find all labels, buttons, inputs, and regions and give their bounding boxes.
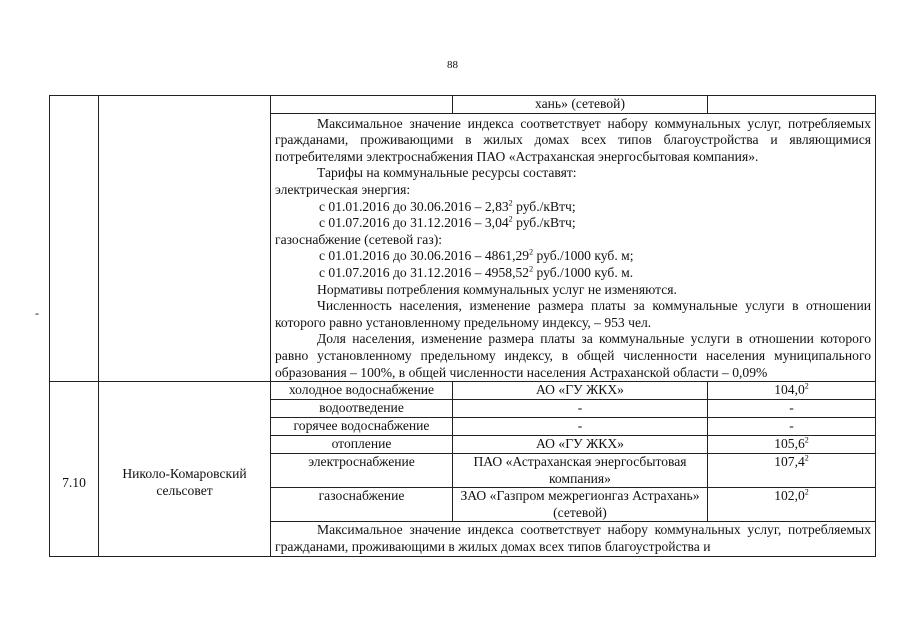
value-cell: 107,4$^2$: [708, 454, 876, 488]
cell-num-empty: [50, 96, 99, 382]
provider-cell: ЗАО «Газпром межрегионгаз Астрахань» (сетевой): [453, 488, 708, 522]
gas-heading: газоснабжение (сетевой газ):: [275, 231, 442, 247]
service-cell: горячее водоснабжение: [271, 418, 453, 436]
description-cell: [271, 113, 876, 382]
electricity-tariff-2: с 01.07.2016 до 31.12.2016 – 3,04$^2$ руб./кВтч;: [319, 214, 576, 231]
max-index-paragraph: Максимальное значение индекса соответствует набору коммунальных услуг, потребляемых гражданами, проживающими в жилых домах всех типов благоустройства и являющимися потребителями электроснабжения ПАО «Астраханская энергосбытовая компания».: [275, 115, 871, 164]
service-cell: электроснабжение: [271, 454, 453, 488]
value-cell: 104,0$^2$: [708, 382, 876, 400]
table-row: [50, 382, 876, 400]
index-table: [49, 95, 876, 557]
gas-tariff-1: с 01.01.2016 до 30.06.2016 – 4861,29$^2$ руб./1000 куб. м;: [319, 247, 634, 264]
service-cell: отопление: [271, 436, 453, 454]
provider-cell: хань» (сетевой): [453, 96, 708, 114]
cell-name-empty: [99, 96, 271, 382]
service-cell: газоснабжение: [271, 488, 453, 522]
electricity-tariff-1: с 01.01.2016 до 30.06.2016 – 2,83$^2$ руб./кВтч;: [319, 198, 576, 214]
electricity-heading: электрическая энергия:: [275, 181, 411, 197]
value-cell: 102,0$^2$: [708, 488, 876, 522]
cell-service-empty: [271, 96, 453, 114]
value-cell: -: [708, 418, 876, 436]
service-cell: водоотведение: [271, 400, 453, 418]
provider-cell: АО «ГУ ЖКХ»: [453, 436, 708, 454]
settlement-name: Николо-Комаровский сельсовет: [99, 382, 271, 557]
gas-tariff-2: с 01.07.2016 до 31.12.2016 – 4958,52$^2$ руб./1000 куб. м.: [319, 264, 634, 280]
provider-cell: ПАО «Астраханская энергосбытовая компания»: [453, 454, 708, 488]
population-paragraph: Численность населения, изменение размера платы за коммунальные услуги в отношении которого равно установленному предельному индексу, – 953 чел.: [275, 298, 871, 330]
value-cell-empty: [708, 96, 876, 114]
value-cell: -: [708, 400, 876, 418]
page-number: 88: [447, 59, 458, 71]
provider-cell: -: [453, 418, 708, 436]
service-cell: холодное водоснабжение: [271, 382, 453, 400]
value-cell: 105,6$^2$: [708, 436, 876, 454]
max-index-paragraph-2: Максимальное значение индекса соответствует набору коммунальных услуг, потребляемых гражданами, проживающими в жилых домах всех типов благоустройства и: [271, 522, 876, 556]
share-paragraph: Доля населения, изменение размера платы за коммунальные услуги в отношении которого равно установленному предельному индексу, в общей численности населения муниципального образования – 100%, в общей численности населения Астраханской области – 0,09%: [275, 331, 871, 380]
row-number: 7.10: [50, 382, 99, 557]
table-row: [50, 96, 876, 114]
margin-mark: -: [35, 306, 39, 320]
provider-cell: -: [453, 400, 708, 418]
norms-line: Нормативы потребления коммунальных услуг не изменяются.: [317, 281, 677, 297]
provider-cell: АО «ГУ ЖКХ»: [453, 382, 708, 400]
tariffs-heading: Тарифы на коммунальные ресурсы составят:: [317, 165, 577, 181]
